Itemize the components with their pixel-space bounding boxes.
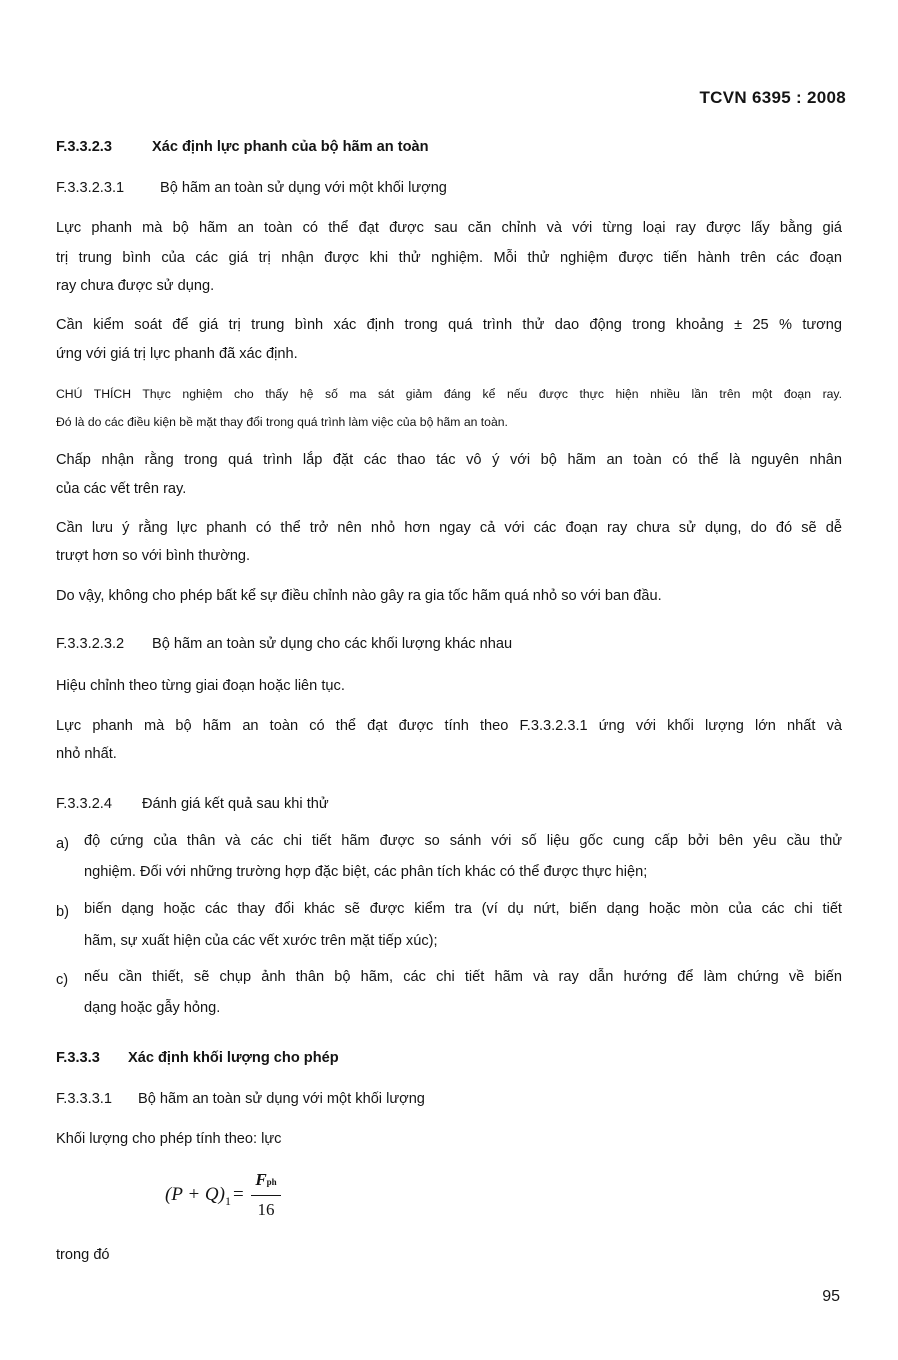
section-title: Xác định khối lượng cho phép <box>128 1050 339 1066</box>
list-item-line: độ cứng của thân và các chi tiết hãm được so sánh với số liệu gốc cung cấp bởi bên yêu cầu thử <box>84 833 842 849</box>
list-item-label: a) <box>56 836 69 852</box>
note-line: CHÚ THÍCH Thực nghiệm cho thấy hệ số ma sát giảm đáng kể nếu được thực hiện nhiều lần trên một đoạn ray. <box>56 387 842 401</box>
section-title: Bộ hãm an toàn sử dụng cho các khối lượng khác nhau <box>152 636 513 652</box>
section-number: F.3.3.2.4 <box>56 796 112 812</box>
list-item-label: b) <box>56 904 69 920</box>
list-item-line: dạng hoặc gẫy hỏng. <box>84 1000 221 1016</box>
section-heading-f33331 <box>56 1089 425 1109</box>
section-number: F.3.3.2.3 <box>56 139 112 155</box>
formula-numerator <box>251 1170 281 1190</box>
section-number: F.3.3.3 <box>56 1050 100 1066</box>
paragraph-line: Chấp nhận rằng trong quá trình lắp đặt các thao tác vô ý với bộ hãm an toàn có thể là nguyên nhân <box>56 452 842 468</box>
section-heading-f3333 <box>56 1048 339 1068</box>
paragraph-line: trong đó <box>56 1247 110 1263</box>
formula-denominator: 16 <box>257 1200 275 1219</box>
section-heading-f33223 <box>56 137 429 157</box>
section-number: F.3.3.3.1 <box>56 1091 112 1107</box>
list-item-label: c) <box>56 972 69 988</box>
section-heading-f33224 <box>56 794 329 814</box>
fraction-bar <box>251 1195 281 1196</box>
paragraph-line: Cần kiểm soát để giá trị trung bình xác định trong quá trình thử dao động trong khoảng ± 25 % tương <box>56 317 842 333</box>
standard-code: TCVN 6395 : 2008 <box>699 88 846 107</box>
paragraph-line: Do vậy, không cho phép bất kể sự điều chỉnh nào gây ra gia tốc hãm quá nhỏ so với ban đầu. <box>56 588 662 604</box>
paragraph-line: ứng với giá trị lực phanh đã xác định. <box>56 346 298 362</box>
paragraph-line: trị trung bình của các giá trị nhận được khi thử nghiệm. Mỗi thử nghiệm được tiến hành trên các đoạn <box>56 250 842 266</box>
section-title: Bộ hãm an toàn sử dụng với một khối lượng <box>138 1091 425 1107</box>
paragraph-line: của các vết trên ray. <box>56 481 187 497</box>
formula-lhs-expr: (P + Q) <box>165 1184 225 1205</box>
section-heading-f332232 <box>56 634 512 654</box>
formula-lhs-subscript: 1 <box>224 1194 231 1208</box>
section-title: Bộ hãm an toàn sử dụng với một khối lượng <box>160 180 447 196</box>
paragraph-line: Lực phanh mà bộ hãm an toàn có thể đạt được sau căn chỉnh và với từng loại ray được lấy bằng giá <box>56 220 842 236</box>
paragraph-line: nhỏ nhất. <box>56 746 117 762</box>
list-item-line: hãm, sự xuất hiện của các vết xước trên mặt tiếp xúc); <box>84 933 438 949</box>
paragraph-line: Lực phanh mà bộ hãm an toàn có thể đạt được tính theo F.3.3.2.3.1 ứng với khối lượng lớn nhất và <box>56 718 842 734</box>
section-heading-f332231 <box>56 178 447 198</box>
paragraph-line: Hiệu chỉnh theo từng giai đoạn hoặc liên tục. <box>56 678 345 694</box>
list-item-line: biến dạng hoặc các thay đổi khác sẽ được kiểm tra (ví dụ nứt, biến dạng hoặc mòn của các chi tiết <box>84 901 842 917</box>
formula-equals: = <box>233 1184 244 1205</box>
page-number: 95 <box>822 1288 840 1305</box>
paragraph-line: Cần lưu ý rằng lực phanh có thể trở nên nhỏ hơn ngay cả với các đoạn ray chưa sử dụng, do đó sẽ dễ <box>56 520 842 536</box>
formula-lhs <box>165 1184 231 1206</box>
paragraph-line: ray chưa được sử dụng. <box>56 278 215 294</box>
note-line: Đó là do các điều kiện bề mặt thay đổi trong quá trình làm việc của bộ hãm an toàn. <box>56 415 508 429</box>
section-number: F.3.3.2.3.2 <box>56 636 125 652</box>
paragraph-line: Khối lượng cho phép tính theo: lực <box>56 1131 282 1147</box>
section-title: Xác định lực phanh của bộ hãm an toàn <box>152 139 429 155</box>
formula <box>165 1170 295 1226</box>
formula-numerator-symbol: F <box>255 1170 267 1189</box>
paragraph-line: trượt hơn so với bình thường. <box>56 548 251 564</box>
list-item-line: nghiệm. Đối với những trường hợp đặc biệt, các phân tích khác có thể được thực hiện; <box>84 864 648 880</box>
list-item-line: nếu cần thiết, sẽ chụp ảnh thân bộ hãm, các chi tiết hãm và ray dẫn hướng để làm chứng về biến <box>84 969 842 985</box>
section-title: Đánh giá kết quả sau khi thử <box>142 796 329 812</box>
section-number: F.3.3.2.3.1 <box>56 180 125 196</box>
formula-numerator-subscript: ph <box>266 1177 277 1187</box>
